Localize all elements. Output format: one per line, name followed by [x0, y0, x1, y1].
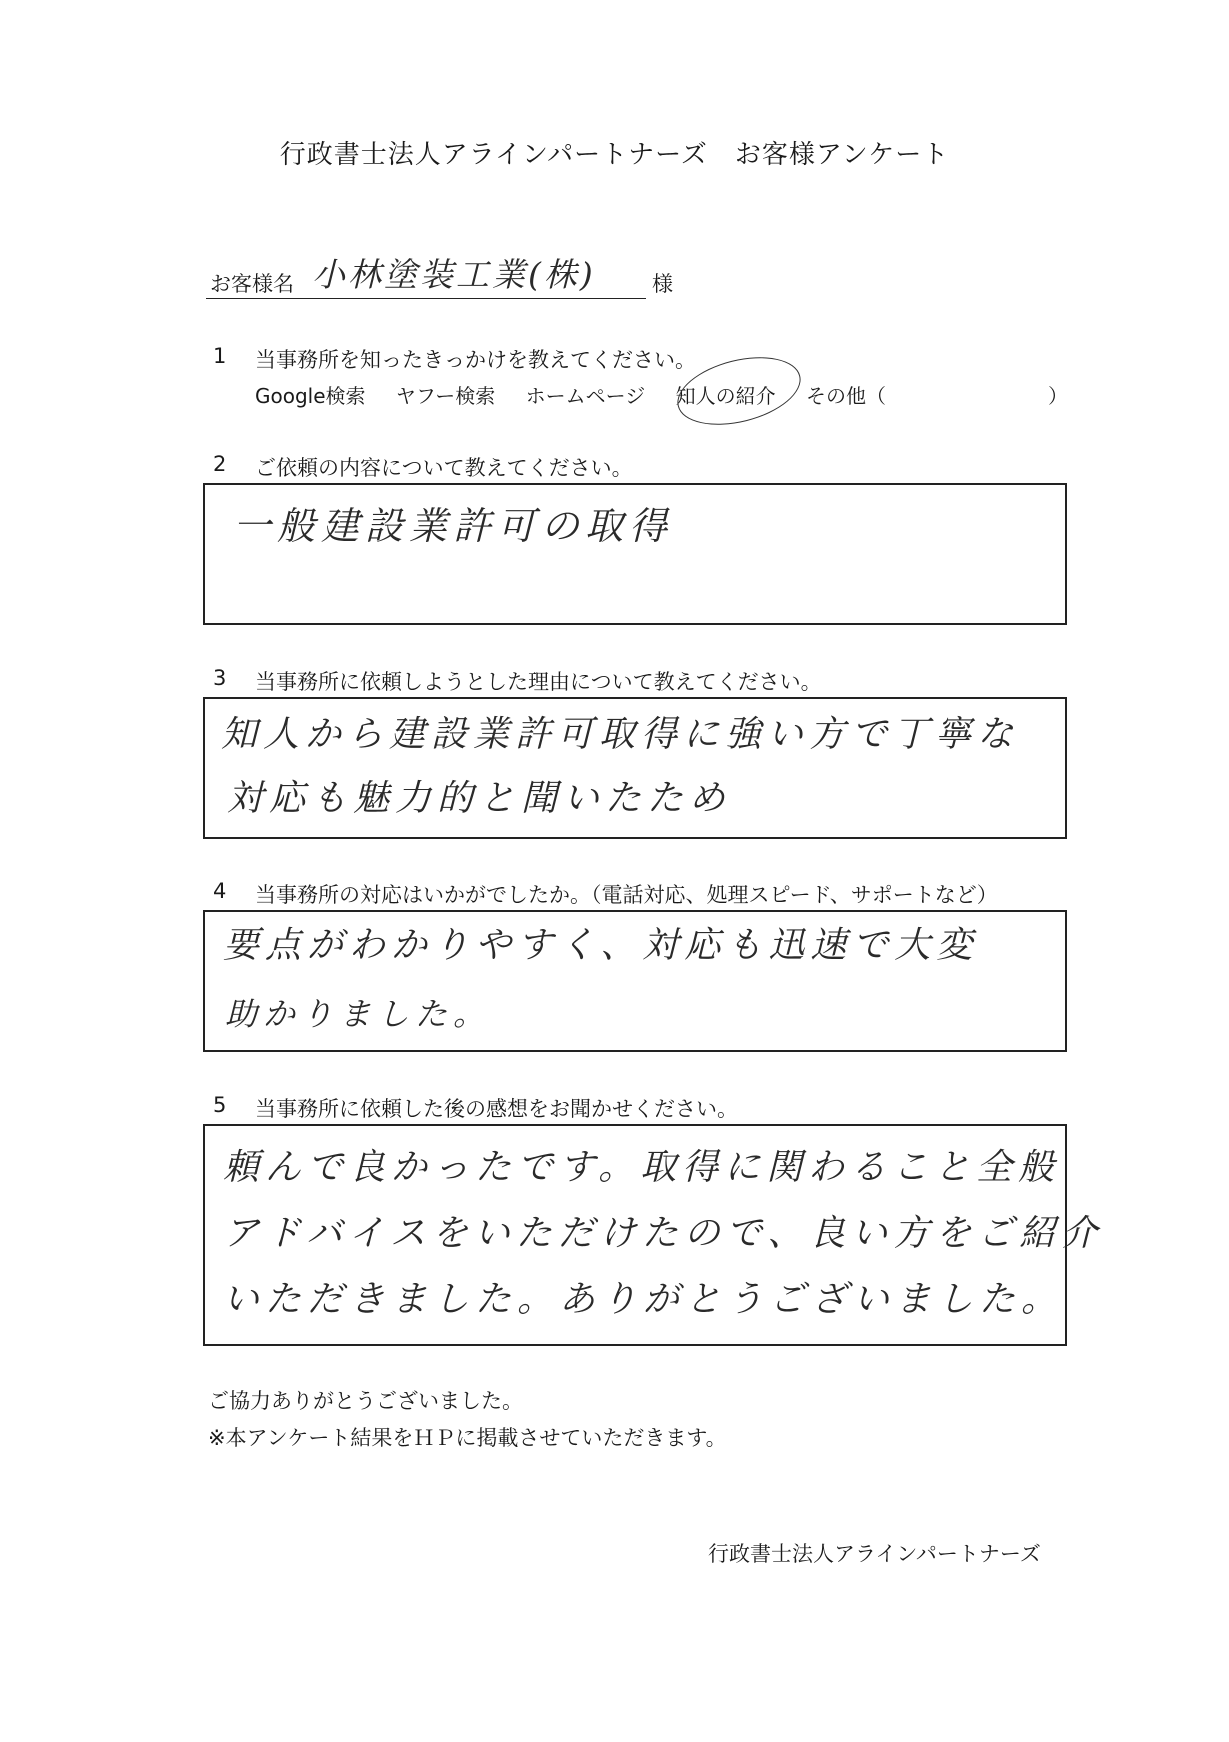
customer-name-underline — [206, 298, 646, 299]
question-number: 3 — [213, 666, 227, 690]
option-referral: 知人の紹介 — [675, 384, 776, 408]
customer-name-label: お客様名 — [210, 272, 294, 296]
publication-note: ※本アンケート結果をＨＰに掲載させていただきます。 — [208, 1426, 727, 1450]
question-number: 2 — [213, 452, 227, 476]
answer-box-3 — [203, 697, 1067, 839]
answer-3-line-2: 対応も魅力的と聞いたため — [227, 778, 732, 819]
answer-4-line-1: 要点がわかりやすく、対応も迅速で大変 — [223, 925, 979, 966]
question-number: 5 — [213, 1093, 227, 1117]
page-title: 行政書士法人アラインパートナーズ お客様アンケート — [279, 140, 950, 170]
customer-name-suffix: 様 — [652, 272, 673, 296]
question-text: ご依頼の内容について教えてください。 — [255, 456, 633, 480]
answer-5-line-1: 頼んで良かったです。取得に関わること全般 — [223, 1147, 1061, 1188]
answer-box-4 — [203, 910, 1067, 1052]
signature: 行政書士法人アラインパートナーズ — [708, 1542, 1041, 1566]
customer-name-handwritten: 小林塗装工業(株) — [312, 255, 596, 294]
question-text: 当事務所の対応はいかがでしたか。（電話対応、処理スピード、サポートなど） — [255, 883, 998, 907]
question-number: 4 — [213, 879, 227, 903]
question-text: 当事務所に依頼した後の感想をお聞かせください。 — [255, 1097, 738, 1121]
option-google: Google検索 — [255, 384, 366, 408]
question-number: 1 — [213, 344, 227, 368]
answer-3-line-1: 知人から建設業許可取得に強い方で丁寧な — [221, 714, 1020, 755]
q1-options — [255, 380, 910, 409]
question-text: 当事務所を知ったきっかけを教えてください。 — [255, 348, 696, 372]
answer-box-2 — [203, 483, 1067, 625]
answer-4-line-2: 助かりました。 — [225, 995, 492, 1033]
option-other-close-paren: ） — [1048, 384, 1068, 408]
answer-box-5 — [203, 1124, 1104, 1346]
answer-5-line-2: アドバイスをいただけたので、良い方をご紹介 — [223, 1213, 1104, 1254]
option-other: その他（ — [805, 384, 886, 408]
option-homepage: ホームページ — [525, 384, 646, 408]
question-text: 当事務所に依頼しようとした理由について教えてください。 — [255, 670, 822, 694]
thanks-text: ご協力ありがとうございました。 — [208, 1389, 523, 1413]
answer-2-line-1: 一般建設業許可の取得 — [233, 504, 674, 548]
answer-5-line-3: いただきました。ありがとうございました。 — [223, 1279, 1064, 1320]
option-yahoo: ヤフー検索 — [395, 384, 496, 408]
